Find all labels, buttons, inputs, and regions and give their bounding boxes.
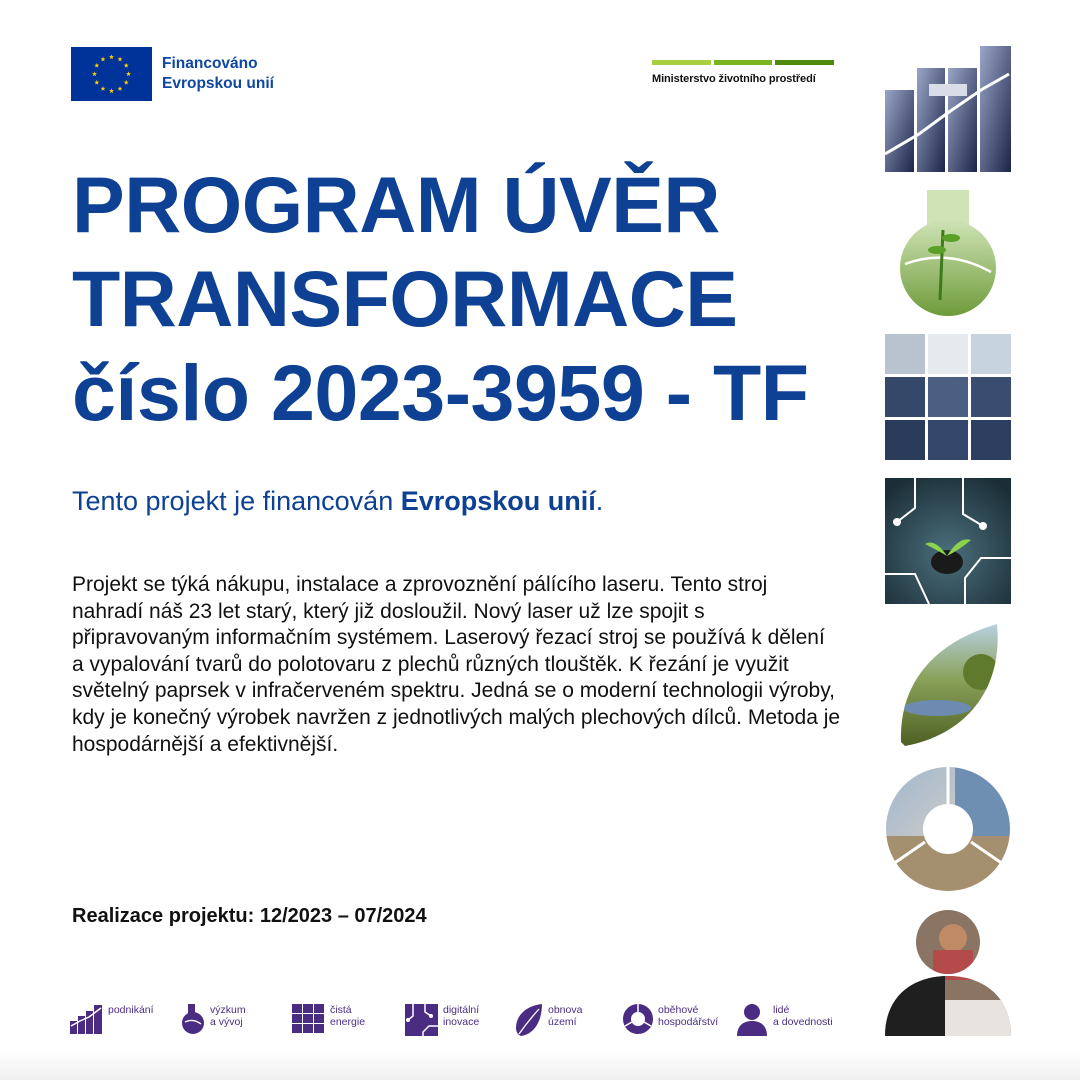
ministry-bar-1 bbox=[652, 60, 711, 65]
circular-economy-image bbox=[885, 766, 1011, 892]
category-land-restoration bbox=[515, 1004, 623, 1036]
leaf-icon bbox=[515, 1004, 543, 1036]
category-circular-economy bbox=[623, 1004, 736, 1034]
project-description: Projekt se týká nákupu, instalace a zprovoznění pálícího laseru. Tento stroj nahradí náš 23 let starý, který již dosloužil. Nový laser už lze spojit s připravovaným informačním systémem. Laserový řezací stroj se používá k dělení a vypalování tvarů do polotovaru z plechů různých tlouštěk. K řezání je využit světelný paprsek v infračerveném spektru. Jedná se o moderní technologii výroby, kdy je konečný výrobek navržen z jednotlivých malých plechových dílců. Metoda je hospodárnější a efektivnější. bbox=[72, 573, 841, 756]
land-restoration-image bbox=[885, 622, 1011, 748]
ministry-color-bars bbox=[652, 60, 834, 65]
title-line-1: PROGRAM ÚVĚR bbox=[72, 160, 720, 249]
ministry-name: Ministerstvo životního prostředí bbox=[652, 73, 816, 85]
funding-statement bbox=[72, 486, 603, 517]
flask-icon bbox=[181, 1004, 205, 1034]
category-label: podnikání bbox=[108, 1004, 154, 1016]
eu-funding-line1: Financováno bbox=[162, 55, 258, 72]
research-image bbox=[885, 190, 1011, 316]
category-people-skills bbox=[736, 1004, 833, 1036]
title-line-3: číslo 2023-3959 - TF bbox=[72, 348, 809, 437]
category-legend bbox=[70, 1004, 833, 1036]
project-realization-dates: Realizace projektu: 12/2023 – 07/2024 bbox=[72, 905, 427, 927]
page-bottom-edge bbox=[0, 1050, 1080, 1080]
category-label: oběhové hospodářství bbox=[658, 1004, 719, 1028]
eu-funding-label bbox=[162, 54, 274, 94]
category-label: čistá energie bbox=[330, 1004, 366, 1028]
business-image bbox=[885, 46, 1011, 172]
category-clean-energy bbox=[292, 1004, 405, 1034]
eu-flag-icon bbox=[71, 47, 152, 101]
category-label: obnova území bbox=[548, 1004, 583, 1028]
category-digital bbox=[405, 1004, 515, 1036]
funding-statement-highlight: Evropskou unií bbox=[400, 486, 596, 516]
bar-chart-icon bbox=[70, 1004, 103, 1034]
category-business bbox=[70, 1004, 181, 1034]
circuit-icon bbox=[405, 1004, 438, 1036]
ministry-logo bbox=[652, 60, 834, 85]
digital-image bbox=[885, 478, 1011, 604]
ministry-bar-2 bbox=[714, 60, 773, 65]
person-icon bbox=[736, 1004, 768, 1036]
eu-funding-line2: Evropskou unií bbox=[162, 75, 274, 92]
category-label: výzkum a vývoj bbox=[210, 1004, 246, 1028]
energy-image bbox=[885, 334, 1011, 460]
solar-grid-icon bbox=[292, 1004, 325, 1034]
funding-statement-suffix: . bbox=[595, 486, 604, 516]
page-title bbox=[72, 158, 809, 440]
ministry-bar-3 bbox=[775, 60, 834, 65]
category-label: digitální inovace bbox=[443, 1004, 480, 1028]
cycle-icon bbox=[623, 1004, 653, 1034]
category-research bbox=[181, 1004, 292, 1034]
eu-logo bbox=[71, 47, 274, 101]
category-label: lidé a dovednosti bbox=[773, 1004, 833, 1028]
title-line-2: TRANSFORMACE bbox=[72, 254, 738, 343]
funding-statement-prefix: Tento projekt je financován bbox=[72, 486, 401, 516]
people-image bbox=[885, 910, 1011, 1036]
